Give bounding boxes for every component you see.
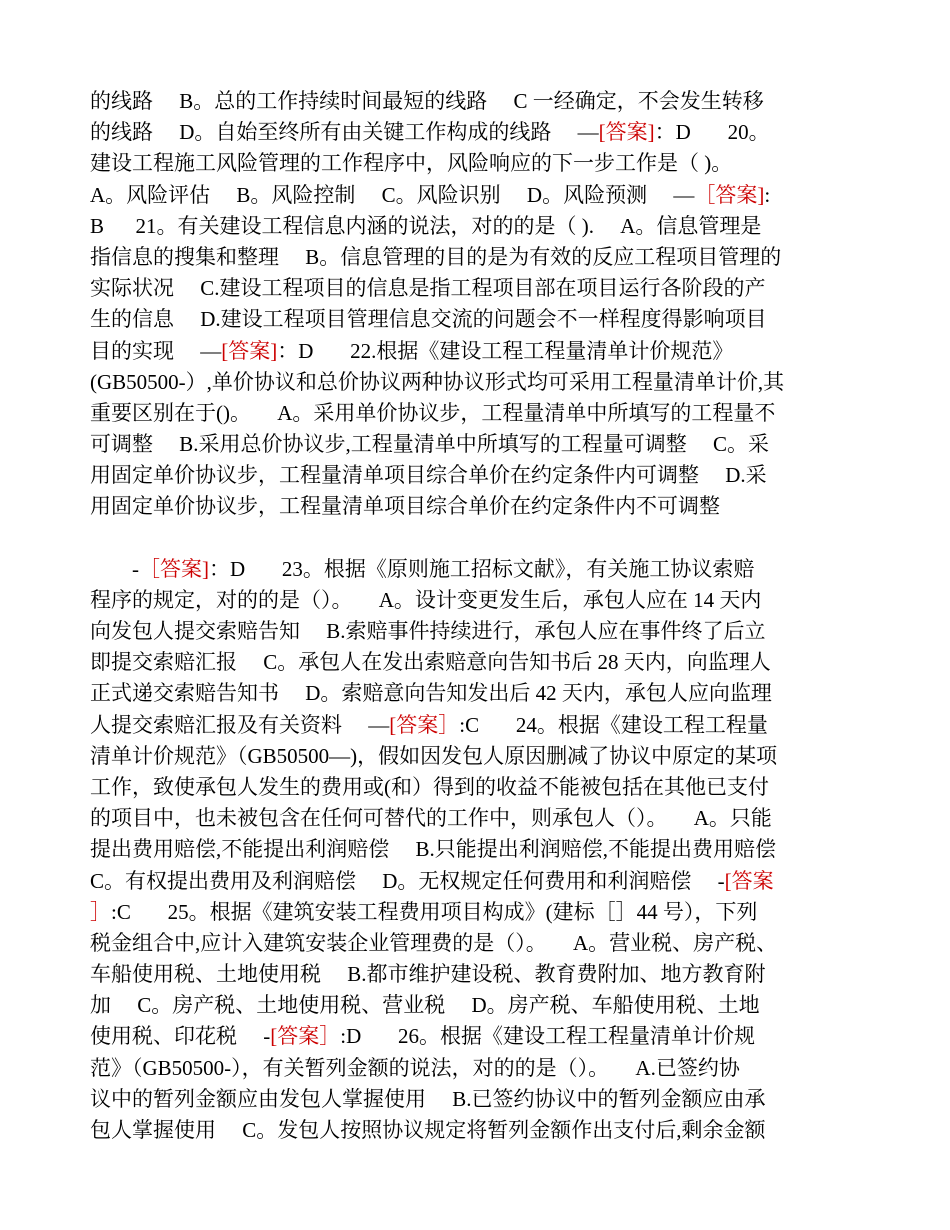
text-line xyxy=(90,585,870,616)
text-line xyxy=(90,990,870,1021)
text-block-1 xyxy=(90,86,870,523)
text-line xyxy=(90,678,870,709)
text-line xyxy=(90,117,870,148)
text-run: : xyxy=(764,182,771,207)
text-run: A。风险评估 B。风险控制 C。风险识别 D。风险预测 — xyxy=(90,182,695,207)
text-run: 税金组合中,应计入建筑安装企业管理费的是（）。 A。营业税、房产税、 xyxy=(90,930,778,955)
text-run: ：D 22.根据《建设工程工程量清单计价规范》 xyxy=(277,338,734,363)
text-run: C。有权提出费用及利润赔偿 D。无权规定任何费用和利润赔偿 - xyxy=(90,868,725,893)
text-line xyxy=(90,304,870,335)
text-run: 目的实现 — xyxy=(90,338,222,363)
text-run: 建设工程施工风险管理的工作程序中，风险响应的下一步工作是（ )。 xyxy=(90,151,733,176)
text-run: 指信息的搜集和整理 B。信息管理的目的是为有效的反应工程项目管理的 xyxy=(90,244,782,269)
text-line xyxy=(90,1053,870,1084)
text-line xyxy=(90,1021,870,1052)
text-line xyxy=(90,710,870,741)
text-line xyxy=(90,897,870,928)
text-line xyxy=(90,647,870,678)
text-run: 用固定单价协议步，工程量清单项目综合单价在约定条件内可调整 D.采 xyxy=(90,463,767,488)
text-run: 用固定单价协议步，工程量清单项目综合单价在约定条件内不可调整 xyxy=(90,494,720,519)
answer-marker: [答案］ xyxy=(270,1024,341,1049)
text-line xyxy=(90,928,870,959)
text-line xyxy=(90,86,870,117)
text-run: 实际状况 C.建设工程项目的信息是指工程项目部在项目运行各阶段的产 xyxy=(90,276,766,301)
answer-marker: ［答案] xyxy=(139,556,209,581)
text-run: 可调整 B.采用总价协议步,工程量清单中所填写的工程量可调整 C。采 xyxy=(90,432,770,457)
text-run: 工作，致使承包人发生的费用或(和）得到的收益不能被包括在其他已支付 xyxy=(90,774,769,799)
answer-marker: [答案] xyxy=(221,338,278,363)
text-line xyxy=(90,336,870,367)
text-line xyxy=(90,460,870,491)
text-line xyxy=(90,554,870,585)
text-line xyxy=(90,367,870,398)
paragraph-gap xyxy=(90,523,870,554)
answer-marker: [答案］ xyxy=(389,712,460,737)
text-line xyxy=(90,211,870,242)
text-run: :C 25。根据《建筑安装工程费用项目构成》(建标［］44 号），下列 xyxy=(111,899,758,924)
text-run: 即提交索赔汇报 C。承包人在发出索赔意向告知书后 28 天内，向监理人 xyxy=(90,650,771,675)
text-run: 使用税、印花税 - xyxy=(90,1024,271,1049)
text-run: 清单计价规范》（GB50500—)，假如因发包人原因删减了协议中原定的某项 xyxy=(90,743,778,768)
text-run: 人提交索赔汇报及有关资料 — xyxy=(90,712,390,737)
text-run: - xyxy=(90,556,139,581)
text-line xyxy=(90,803,870,834)
answer-marker: ［答案] xyxy=(694,182,765,207)
text-line xyxy=(90,429,870,460)
text-line xyxy=(90,1084,870,1115)
text-line xyxy=(90,242,870,273)
text-run: 加 C。房产税、土地使用税、营业税 D。房产税、车船使用税、土地 xyxy=(90,993,760,1018)
text-run: 的线路 D。自始至终所有由关键工作构成的线路 — xyxy=(90,120,599,145)
text-line xyxy=(90,273,870,304)
text-run: 包人掌握使用 C。发包人按照协议规定将暂列金额作出支付后,剩余金额 xyxy=(90,1118,766,1142)
answer-marker: [答案 xyxy=(724,868,774,893)
text-run: :D 26。根据《建设工程工程量清单计价规 xyxy=(340,1024,755,1049)
text-run: ：D 20。 xyxy=(654,120,770,145)
text-run: B 21。有关建设工程信息内涵的说法，对的的是（ ). A。信息管理是 xyxy=(90,213,762,238)
answer-marker: ］ xyxy=(90,899,111,924)
text-run: (GB50500-）,单价协议和总价协议两种协议形式均可采用工程量清单计价,其 xyxy=(90,369,785,394)
text-line xyxy=(90,180,870,211)
text-run: 程序的规定，对的的是（）。 A。设计变更发生后，承包人应在 14 天内 xyxy=(90,587,762,612)
text-run: 生的信息 D.建设工程项目管理信息交流的问题会不一样程度得影响项目 xyxy=(90,307,767,332)
text-run: ：D 23。根据《原则施工招标文献》，有关施工协议索赔 xyxy=(209,556,755,581)
document-page xyxy=(90,86,870,1146)
text-line xyxy=(90,866,870,897)
text-run: 的项目中，也未被包含在任何可替代的工作中，则承包人（）。 A。只能 xyxy=(90,806,772,831)
text-run: 正式递交索赔告知书 D。索赔意向告知发出后 42 天内，承包人应向监理 xyxy=(90,681,772,706)
text-run: 重要区别在于()。 A。采用单价协议步，工程量清单中所填写的工程量不 xyxy=(90,400,776,425)
text-line xyxy=(90,616,870,647)
text-line xyxy=(90,741,870,772)
text-run: 范》（GB50500-），有关暂列金额的说法，对的的是（）。 A.已签约协 xyxy=(90,1055,740,1080)
text-run: 议中的暂列金额应由发包人掌握使用 B.已签约协议中的暂列金额应由承 xyxy=(90,1086,766,1111)
text-block-2 xyxy=(90,554,870,1147)
text-line xyxy=(90,959,870,990)
text-run: 的线路 B。总的工作持续时间最短的线路 C 一经确定，不会发生转移 xyxy=(90,89,764,113)
text-line xyxy=(90,148,870,179)
text-run: 提出费用赔偿,不能提出利润赔偿 B.只能提出利润赔偿,不能提出费用赔偿 xyxy=(90,837,777,862)
text-line xyxy=(90,398,870,429)
text-line xyxy=(90,491,870,522)
answer-marker: [答案] xyxy=(598,120,655,145)
text-run: 车船使用税、土地使用税 B.都市维护建设税、教育费附加、地方教育附 xyxy=(90,962,766,987)
text-line xyxy=(90,772,870,803)
text-run: :C 24。根据《建设工程工程量 xyxy=(459,712,768,737)
text-line xyxy=(90,1115,870,1146)
text-line xyxy=(90,834,870,865)
text-run: 向发包人提交索赔告知 B.索赔事件持续进行，承包人应在事件终了后立 xyxy=(90,619,766,643)
